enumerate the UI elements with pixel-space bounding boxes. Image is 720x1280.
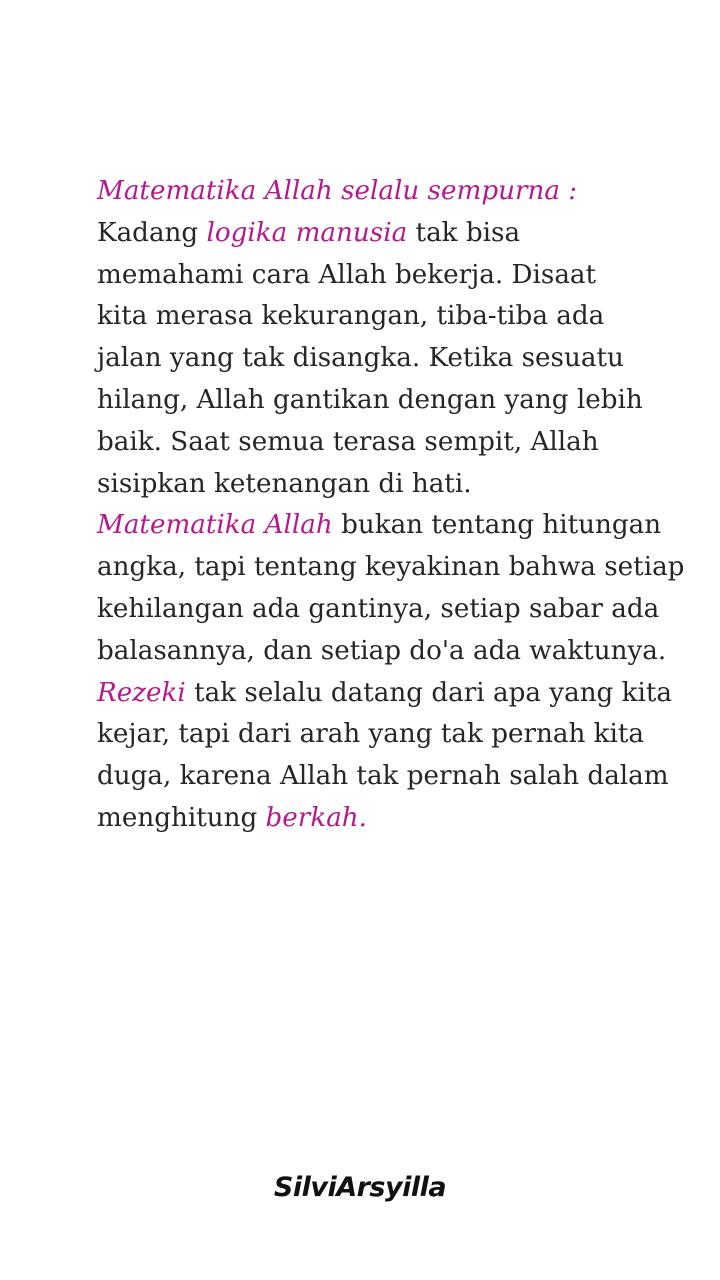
quote-line [97, 464, 677, 506]
highlight-phrase: Matematika Allah [97, 510, 333, 541]
text-segment: balasannya, dan setiap do'a ada waktunya. [97, 635, 667, 666]
author-signature: SilviArsyilla [273, 1172, 447, 1203]
text-segment: jalan yang tak disangka. Ketika sesuatu [97, 343, 624, 374]
text-segment: memahami cara Allah bekerja. Disaat [97, 259, 597, 290]
text-segment: tak bisa [407, 217, 521, 248]
text-segment: kita merasa kekurangan, tiba-tiba ada [97, 301, 605, 332]
quote-line [97, 380, 677, 422]
text-segment: tak selalu datang dari apa yang kita [185, 677, 673, 708]
text-segment: menghitung [97, 802, 266, 833]
text-segment: sisipkan ketenangan di hati. [97, 468, 472, 499]
quote-line [97, 505, 677, 547]
quote-line [97, 213, 677, 255]
highlight-phrase: logika manusia [206, 217, 408, 248]
quote-line [97, 673, 677, 715]
quote-text [97, 171, 685, 840]
text-segment: kejar, tapi dari arah yang tak pernah kita [97, 719, 645, 750]
quote-line [97, 714, 677, 756]
quote-line [97, 798, 677, 840]
text-segment: hilang, Allah gantikan dengan yang lebih [97, 384, 643, 415]
highlight-phrase: Matematika Allah selalu sempurna : [97, 176, 578, 206]
highlight-phrase: Rezeki [97, 677, 186, 708]
quote-line [97, 171, 677, 213]
text-segment: Kadang [97, 217, 207, 248]
quote-line [97, 589, 677, 631]
quote-line [97, 255, 677, 297]
text-segment: angka, tapi tentang keyakinan bahwa setiap [97, 552, 685, 583]
quote-line [97, 296, 677, 338]
highlight-phrase: berkah. [265, 802, 367, 833]
quote-line [97, 338, 677, 380]
quote-line [97, 756, 677, 798]
quote-line [97, 631, 677, 673]
text-segment: kehilangan ada gantinya, setiap sabar ada [97, 593, 660, 624]
quote-line [97, 547, 685, 589]
quote-line [97, 422, 677, 464]
text-segment: baik. Saat semua terasa sempit, Allah [97, 426, 599, 457]
text-segment: bukan tentang hitungan [332, 510, 662, 541]
text-segment: duga, karena Allah tak pernah salah dalam [97, 761, 669, 792]
